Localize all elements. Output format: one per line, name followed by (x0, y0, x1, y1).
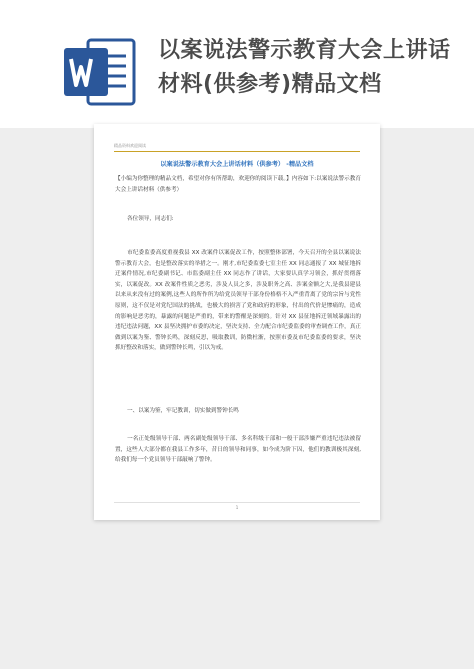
body-paragraph-2 (115, 434, 361, 466)
banner-title-line2: 材料(供参考)精品文档 (158, 72, 382, 97)
document-page (94, 124, 380, 520)
section-heading-1-text: 一、以案为鉴，牢记教训，切实做到警钟长鸣 (127, 408, 239, 414)
body-paragraph-1 (115, 248, 361, 354)
word-document-icon (62, 34, 138, 110)
body-paragraph-2-text: 一名正处级领导干部、两名副处级领导干部、多名科级干部和一般干部涉嫌严重违纪违法被留置，这些人大部分都在我县工作多年，昔日的领导和同事，如今成为阶下囚，他们的教训极其深刻,给我们每一个党员领导干部敲响了警钟。 (115, 436, 361, 464)
body-paragraph-1-text: 市纪委监委高度重视我县 XX 改案件以案促改工作，按照整体部署，今天召开的全县以案说法警示教育大会，也是整改落实的举措之一。刚才,市纪委监委七室主任 XX 同志通报了 XX 城征地拆迁案件情况,市纪委副书记、市监委副主任 XX 同志作了讲话，大家要认真学习领会，抓好贯彻落实，以案促改。XX 改案件性质之恶劣，涉及人员之多，涉及职务之高、涉案金额之大,是我县建县以来从来没有过的案例,这些人的所作所为给党员领导干部身份格格不入严重背离了党的宗旨与党性原则，这不仅是对党纪国法的挑战，也极大的损害了党和政府的形象，付出的代价是惨痛的，造成的影响是恶劣的，暴露的问题是严重的，带来的警醒是深刻的。针对 XX 县征地拆迁领域暴露出的违纪违法问题，XX 县坚决拥护市委的决定，坚决支持、全力配合市纪委监委的审查调查工作，真正做到以案为鉴、警钟长鸣，深刻反思，吸取教训，防微杜渐，按照市委及市纪委监委的要求，坚决抓好整改和落实，做到警钟长鸣，引以为戒。 (115, 250, 361, 352)
page-title: 以案说法警示教育大会上讲话材料（供参考） -精品文档 (160, 161, 314, 168)
greeting (115, 214, 361, 225)
document-title-banner (158, 34, 458, 102)
page-header-label: 精品资料欢迎阅读 (114, 143, 146, 148)
header-divider (114, 151, 360, 152)
banner (0, 0, 474, 128)
footer-divider (114, 502, 360, 503)
page-number: 1 (235, 505, 239, 510)
greeting-text: 各位领导，同志们: (127, 216, 174, 222)
intro-paragraph: 【小编为你整理的精品文档，希望对你有所帮助，欢迎你的阅读下载。】内容如下:以案说法警示教育大会上讲话材料（供参考） (115, 176, 361, 193)
section-heading-1 (115, 406, 361, 417)
banner-title-line1: 以案说法警示教育大会上讲话 (158, 38, 451, 63)
